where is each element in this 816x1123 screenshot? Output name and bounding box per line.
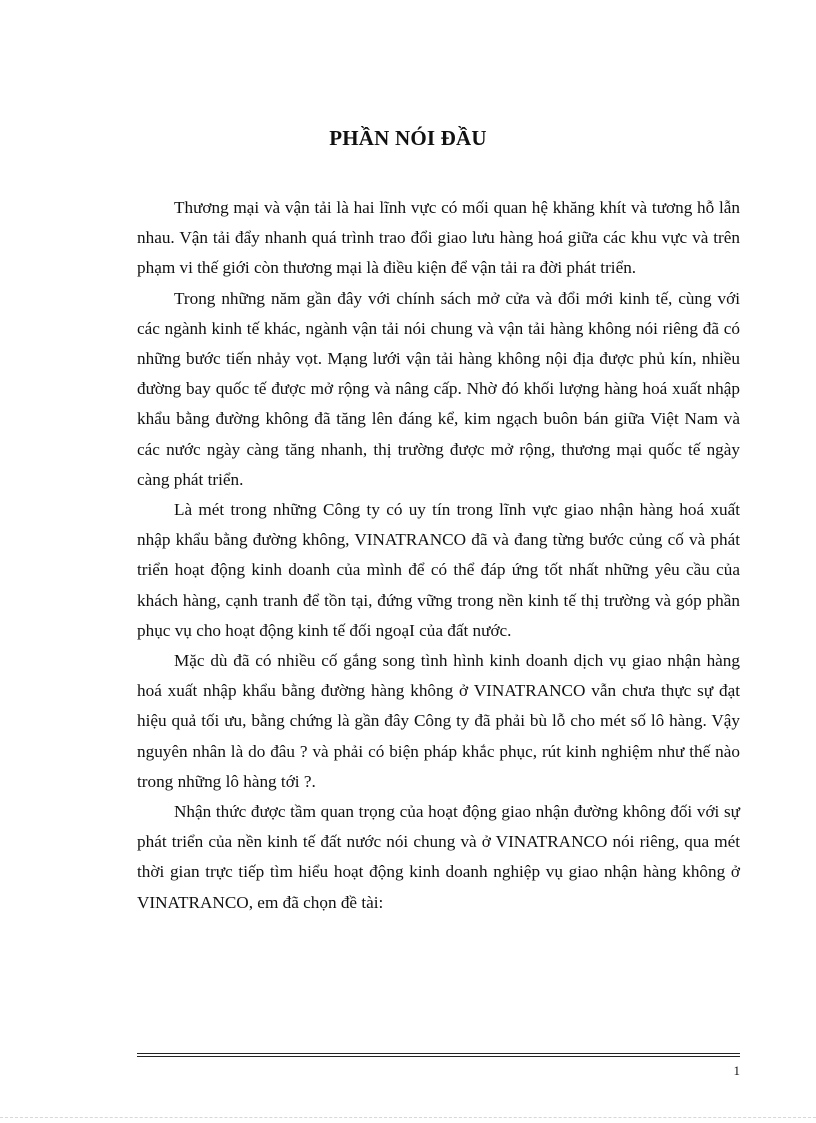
paragraph-3: Là mét trong những Công ty có uy tín trong lĩnh vực giao nhận hàng hoá xuất nhập khẩu bằng đường không, VINATRANCO đã và đang từng bước củng cố và phát triển hoạt động kinh doanh của mình để có thể đáp ứng tốt nhất những yêu cầu của khách hàng, cạnh tranh để tồn tại, đứng vững trong nền kinh tế thị trường và góp phần phục vụ cho hoạt động kinh tế đối ngoạI của đất nước. xyxy=(137,500,740,640)
page-number: 1 xyxy=(733,1063,740,1078)
paragraph-1: Thương mại và vận tải là hai lĩnh vực có mối quan hệ khăng khít và tương hỗ lẫn nhau. Vận tải đẩy nhanh quá trình trao đổi giao lưu hàng hoá giữa các khu vực và trên phạm vi thế giới còn thương mại là điều kiện để vận tải ra đời phát triển. xyxy=(137,198,740,278)
footer-divider xyxy=(137,1053,740,1054)
paragraph-4: Mặc dù đã có nhiều cố gắng song tình hình kinh doanh dịch vụ giao nhận hàng hoá xuất nhập khẩu bằng đường hàng không ở VINATRANCO vẫn chưa thực sự đạt hiệu quả tối ưu, bằng chứng là gần đây Công ty đã phải bù lỗ cho mét số lô hàng. Vậy nguyên nhân là do đâu ? và phải có biện pháp khắc phục, rút kinh nghiệm như thế nào trong những lô hàng tới ?. xyxy=(137,651,740,791)
paragraph-5: Nhận thức được tầm quan trọng của hoạt động giao nhận đường không đối với sự phát triển của nền kinh tế đất nước nói chung và ở VINATRANCO nói riêng, qua mét thời gian trực tiếp tìm hiểu hoạt động kinh doanh nghiệp vụ giao nhận hàng không ở VINATRANCO, em đã chọn đề tài: xyxy=(137,802,740,912)
body-text xyxy=(137,193,740,918)
page-title: PHẦN NÓI ĐẦU xyxy=(329,126,487,150)
paragraph-2: Trong những năm gần đây với chính sách mở cửa và đổi mới kinh tế, cùng với các ngành kinh tế khác, ngành vận tải nói chung và vận tải hàng không nói riêng đã có những bước tiến nhảy vọt. Mạng lưới vận tải hàng không nội địa được phủ kín, nhiều đường bay quốc tế được mở rộng và nâng cấp. Nhờ đó khối lượng hàng hoá xuất nhập khẩu bằng đường không đã tăng lên đáng kể, kim ngạch buôn bán giữa Việt Nam và các nước ngày càng tăng nhanh, thị trường được mở rộng, thương mại quốc tế ngày càng phát triển. xyxy=(137,288,740,489)
footer-divider-second xyxy=(137,1056,740,1057)
page-edge xyxy=(0,1117,816,1118)
